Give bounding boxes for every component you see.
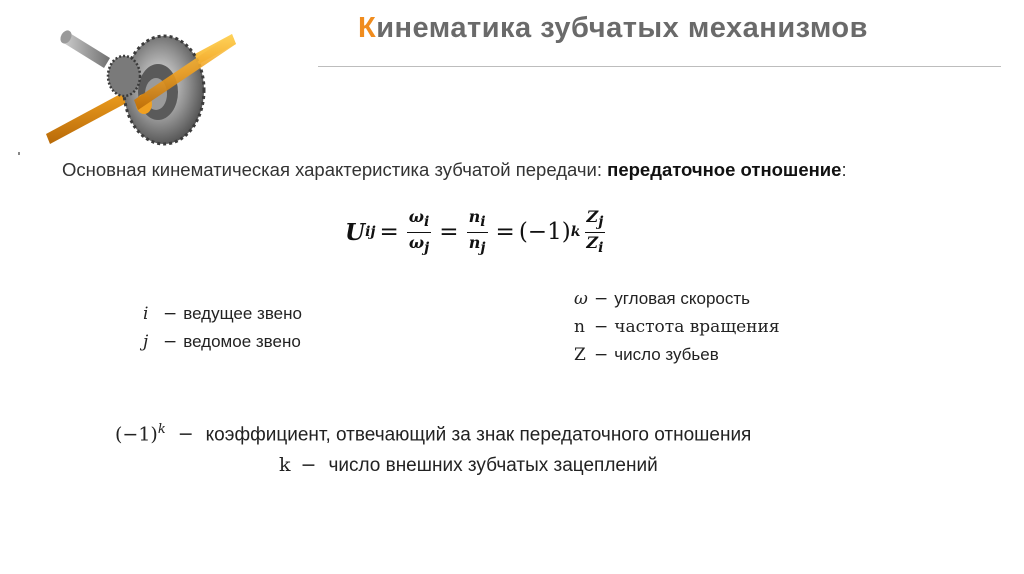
z-num: Z [586,207,599,227]
definition-z [574,341,780,369]
n-num-sub: i [480,214,486,231]
definition-symbol: ω [574,289,588,309]
note-dash: − [300,454,317,477]
definition-dash: − [163,304,178,324]
formula-k-exponent: k [570,224,581,240]
definition-symbol: j [143,332,149,352]
formula-U-sub: ij [365,224,376,240]
note-sign-coefficient [115,414,751,450]
intro-emphasis: передаточное отношение [607,159,842,180]
gear-ratio-formula [345,203,609,261]
definitions-right [574,285,780,369]
formula-equals-2: = [439,219,459,245]
definitions-left [143,300,302,356]
omega-num: ω [408,207,424,227]
definition-n [574,313,780,341]
definition-text: ведомое звено [183,332,301,351]
z-den-sub: i [598,239,604,256]
formula-U: U [345,218,366,246]
z-den: Z [586,232,599,252]
intro-colon: : [841,159,847,180]
fraction-z [584,208,605,256]
z-num-sub: j [598,214,604,231]
input-shaft [58,28,110,68]
formula-equals-1: = [379,219,399,245]
fraction-n [467,208,488,256]
definition-dash: − [594,345,609,365]
side-marker [18,152,20,155]
title-rest: инематика зубчатых механизмов [376,12,868,44]
title-underline [318,66,1001,67]
definition-symbol: Z [574,345,586,365]
omega-num-sub: i [423,214,430,231]
formula-minus-one [519,219,571,245]
note-text: коэффициент, отвечающий за знак передаточного отношения [205,424,752,446]
definition-j [143,328,302,356]
n-den: n [468,232,481,252]
definition-dash: − [163,332,178,352]
note-dash: − [177,423,194,446]
title-first-letter: К [358,12,377,44]
omega-den-sub: j [424,239,430,256]
minus-one-text: (−1) [518,219,571,245]
omega-den: ω [408,232,425,252]
definition-text: частота вращения [614,317,780,337]
n-num: n [468,207,481,227]
definition-text: угловая скорость [614,289,751,308]
intro-sentence [62,159,847,181]
definition-omega [574,285,780,313]
definition-text: ведущее звено [183,304,302,323]
formula-equals-3: = [495,219,515,245]
intro-text: Основная кинематическая характеристика зубчатой передачи: [62,159,608,180]
bevel-gear-illustration [46,20,236,148]
definition-dash: − [594,317,609,337]
definition-text: число зубьев [614,345,719,364]
note-text: число внешних зубчатых зацеплений [328,455,658,477]
note-symbol-exponent: k [157,422,166,437]
definition-symbol: i [143,304,149,324]
definition-dash: − [594,289,609,309]
n-den-sub: j [480,239,486,256]
definition-i [143,300,302,328]
page-title [358,12,868,45]
definition-symbol: n [574,317,585,337]
note-k [115,450,751,481]
note-symbol: k [279,454,291,477]
fraction-omega [407,208,432,256]
bottom-notes [115,414,751,481]
note-symbol: (−1) [115,423,158,446]
